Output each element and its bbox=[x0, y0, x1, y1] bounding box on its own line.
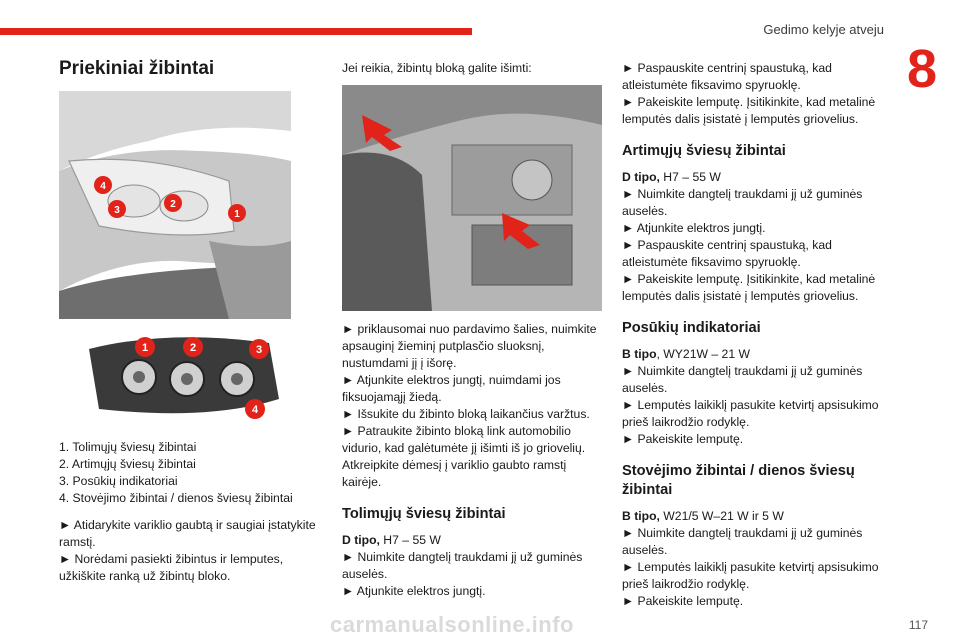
callout-label: 2 bbox=[189, 342, 197, 354]
legend-item: 4. Stovėjimo žibintai / dienos šviesų žibintai bbox=[59, 491, 293, 505]
running-header: Gedimo kelyje atveju bbox=[763, 22, 884, 37]
instruction-paragraph: ► Nuimkite dangtelį traukdami jį už guminės auselės. bbox=[622, 364, 863, 395]
instruction-paragraph: ► Patraukite žibinto bloką link automobilio vidurio, kad galėtumėte jį išimti iš jo griovelių. bbox=[342, 424, 586, 455]
instruction-paragraph: ► Nuimkite dangtelį traukdami jį už guminės auselės. bbox=[622, 526, 863, 557]
bulb-type-value: H7 – 55 W bbox=[379, 533, 441, 547]
bulb-type-label: B tipo, bbox=[622, 509, 660, 523]
instruction-paragraph: ► Nuimkite dangtelį traukdami jį už guminės auselės. bbox=[342, 550, 583, 581]
header-accent-bar bbox=[0, 28, 472, 35]
instruction-paragraph: ► Nuimkite dangtelį traukdami jį už guminės auselės. bbox=[622, 187, 863, 218]
column-1 bbox=[59, 56, 321, 585]
intro-text: Jei reikia, žibintų bloką galite išimti: bbox=[342, 61, 532, 75]
engine-bay-illustration bbox=[342, 85, 602, 311]
instruction-paragraph: ► Paspauskite centrinį spaustuką, kad atleistumėte fiksavimo spyruoklę. bbox=[622, 61, 832, 92]
instruction-paragraph: ► Norėdami pasiekti žibintus ir lemputes, užkiškite ranką už žibintų bloko. bbox=[59, 552, 284, 583]
callout-label: 4 bbox=[100, 181, 106, 192]
legend-list bbox=[59, 439, 321, 507]
instruction-paragraph: ► Paspauskite centrinį spaustuką, kad atleistumėte fiksavimo spyruoklę. bbox=[622, 238, 832, 269]
callout-label: 4 bbox=[251, 404, 259, 416]
bulb-type bbox=[622, 169, 886, 186]
headlamp-front-illustration bbox=[59, 91, 291, 319]
bulb-type-label: B tipo bbox=[622, 347, 657, 361]
bulb-type bbox=[622, 346, 886, 363]
headlamp-rear-illustration bbox=[59, 329, 291, 425]
watermark-text: carmanualsonline.info bbox=[330, 612, 574, 637]
page-title: Priekiniai žibintai bbox=[59, 58, 215, 79]
section-title-parking-lights: Stovėjimo žibintai / dienos šviesų žibintai bbox=[622, 463, 855, 498]
note-paragraph: Atkreipkite dėmesį į variklio gaubto ramstį kairėje. bbox=[342, 458, 567, 489]
bulb-type-value: H7 – 55 W bbox=[659, 170, 721, 184]
chapter-number: 8 bbox=[906, 39, 938, 99]
bulb-type-label: D tipo, bbox=[622, 170, 660, 184]
bulb-type bbox=[622, 508, 886, 525]
legend-item: 3. Posūkių indikatoriai bbox=[59, 474, 178, 488]
instruction-paragraph: ► Atjunkite elektros jungtį. bbox=[622, 221, 766, 235]
instruction-paragraph: ► Pakeiskite lemputę. bbox=[622, 594, 744, 608]
instruction-paragraph: ► Atidarykite variklio gaubtą ir saugiai įstatykite ramstį. bbox=[59, 518, 316, 549]
column-2 bbox=[342, 56, 604, 600]
section-title-low-beam: Artimųjų šviesų žibintai bbox=[622, 143, 786, 159]
instruction-paragraph: ► priklausomai nuo pardavimo šalies, nuimkite apsauginį žieminį putplasčio sluoksnį, nustumdami jį į išorę. bbox=[342, 322, 597, 370]
column-3 bbox=[622, 56, 886, 610]
instruction-paragraph: ► Pakeiskite lemputę. Įsitikinkite, kad metalinė lemputės dalis įsistatė į lemputės griovelius. bbox=[622, 272, 876, 303]
bulb-type-value: , WY21W – 21 W bbox=[656, 347, 750, 361]
instruction-paragraph: ► Atjunkite elektros jungtį. bbox=[342, 584, 486, 598]
bulb-type-value: W21/5 W–21 W ir 5 W bbox=[659, 509, 784, 523]
instruction-paragraph: ► Atjunkite elektros jungtį, nuimdami jos fiksuojamąjį žiedą. bbox=[342, 373, 561, 404]
bulb-type bbox=[342, 532, 604, 549]
callout-label: 3 bbox=[255, 344, 263, 356]
legend-item: 2. Artimųjų šviesų žibintai bbox=[59, 457, 196, 471]
instruction-paragraph: ► Lemputės laikiklį pasukite ketvirtį apsisukimo prieš laikrodžio rodyklę. bbox=[622, 560, 879, 591]
callout-label: 2 bbox=[170, 199, 176, 210]
bulb-type-label: D tipo, bbox=[342, 533, 380, 547]
instruction-paragraph: ► Lemputės laikiklį pasukite ketvirtį apsisukimo prieš laikrodžio rodyklę. bbox=[622, 398, 879, 429]
callout-label: 1 bbox=[234, 209, 240, 220]
instruction-paragraph: ► Išsukite du žibinto bloką laikančius varžtus. bbox=[342, 407, 590, 421]
callout-label: 1 bbox=[141, 342, 149, 354]
instruction-paragraph: ► Pakeiskite lemputę. bbox=[622, 432, 744, 446]
page-number: 117 bbox=[908, 618, 928, 632]
legend-item: 1. Tolimųjų šviesų žibintai bbox=[59, 440, 197, 454]
section-title-high-beam: Tolimųjų šviesų žibintai bbox=[342, 506, 506, 522]
section-title-turn-indicators: Posūkių indikatoriai bbox=[622, 320, 761, 336]
callout-label: 3 bbox=[114, 205, 120, 216]
instruction-paragraph: ► Pakeiskite lemputę. Įsitikinkite, kad metalinė lemputės dalis įsistatė į lemputės griovelius. bbox=[622, 95, 876, 126]
